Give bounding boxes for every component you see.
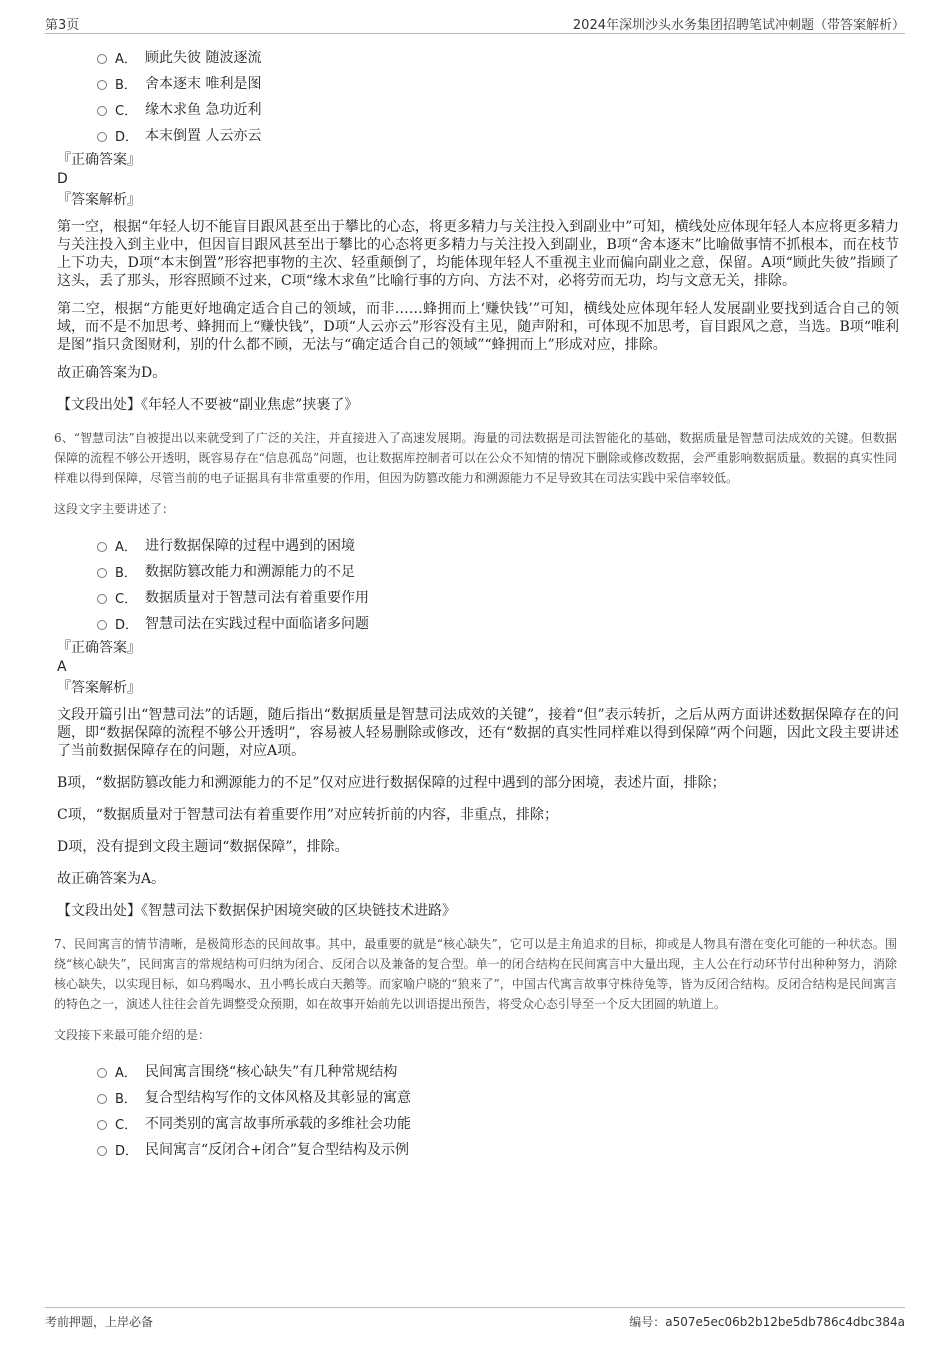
radio-icon[interactable] [97,106,107,116]
q6-conclusion: 故正确答案为A。 [57,871,166,887]
radio-icon[interactable] [97,620,107,630]
q6-correct-label: 『正确答案』 [57,640,141,656]
radio-icon[interactable] [97,1146,107,1156]
q7-option-c[interactable]: C． 不同类别的寓言故事所承载的多维社会功能 [97,1110,905,1136]
page-content [45,44,905,1162]
q6-correct-answer: A [57,659,67,675]
q7-option-b[interactable]: B． 复合型结构写作的文体风格及其彰显的寓意 [97,1084,905,1110]
radio-icon[interactable] [97,80,107,90]
q6-question: 6、“智慧司法”自被提出以来就受到了广泛的关注，并直接进入了高速发展期。海量的司法数据是司法智能化的基础，数据质量是智慧司法成效的关键。但数据保障的流程不够公开透明，既容易存在“信息孤岛”问题，也让数据库控制者可以在公众不知情的情况下删除或修改数据，会严重影响数据质量。数据的真实性同样难以得到保障，尽管当前的电子证据具有非常重要的作用，但因为防篡改能力和溯源能力不足导致其在司法实践中采信率较低。 [54,431,897,485]
q7-option-d[interactable]: D． 民间寓言“反闭合+闭合”复合型结构及示例 [97,1136,905,1162]
q5-option-c[interactable]: C． 缘木求鱼 急功近利 [97,96,905,122]
document-title: 2024年深圳沙头水务集团招聘笔试冲刺题（带答案解析） [572,18,905,33]
q5-analysis-paragraph: 第二空，根据“方能更好地确定适合自己的领域，而非……蜂拥而上‘赚快钱’”可知，横线处应体现年轻人发展副业要找到适合自己的领域，而不是不加思考、蜂拥而上“赚快钱”，D项“人云亦云”形容没有主见，随声附和，可体现不加思考，盲目跟风之意，当选。B项“唯利是图”指只贪图财利，别的什么都不顾，无法与“确定适合自己的领域”“蜂拥而上”形成对应，排除。 [57,301,899,353]
radio-icon[interactable] [97,1068,107,1078]
footer-divider [45,1307,905,1308]
q7-prompt: 文段接下来最可能介绍的是： [54,1028,211,1042]
q6-option-d[interactable]: D． 智慧司法在实践过程中面临诸多问题 [97,610,905,636]
q6-analysis-paragraph: 文段开篇引出“智慧司法”的话题，随后指出“数据质量是智慧司法成效的关键”，接着“但”表示转折，之后从两方面讲述数据保障存在的问题，即“数据保障的流程不够公开透明”，容易被人轻易删除或修改，还有“数据的真实性同样难以得到保障”两个问题，因此文段主要讲述了当前数据保障存在的问题，对应A项。 [57,707,899,759]
q6-source: 【文段出处】《智慧司法下数据保护困境突破的区块链技术进路》 [57,903,456,919]
q5-analysis-label: 『答案解析』 [57,192,141,208]
q5-source: 【文段出处】《年轻人不要被“副业焦虑”挟裹了》 [57,397,359,413]
footer-slogan: 考前押题，上岸必备 [45,1315,154,1329]
radio-icon[interactable] [97,1120,107,1130]
q6-option-c[interactable]: C． 数据质量对于智慧司法有着重要作用 [97,584,905,610]
header-divider [45,33,905,34]
radio-icon[interactable] [97,54,107,64]
q6-options [97,532,905,636]
q5-option-a[interactable]: A． 顾此失彼 随波逐流 [97,44,905,70]
radio-icon[interactable] [97,1094,107,1104]
q6-analysis-paragraph: C项，“数据质量对于智慧司法有着重要作用”对应转折前的内容，非重点，排除； [57,807,559,823]
q6-prompt: 这段文字主要讲述了： [54,502,175,516]
q6-analysis-paragraph: B项，“数据防篡改能力和溯源能力的不足”仅对应进行数据保障的过程中遇到的部分困境，表述片面，排除； [57,775,726,791]
q5-analysis-paragraph: 第一空，根据“年轻人切不能盲目跟风甚至出于攀比的心态，将更多精力与关注投入到副业中”可知，横线处应体现年轻人本应将更多精力与关注投入到主业中，但因盲目跟风甚至出于攀比的心态将更多精力与关注投入到副业，B项“舍本逐末”比喻做事情不抓根本，而在枝节上下功夫，D项“本末倒置”形容把事物的主次、轻重颠倒了，均能体现年轻人不重视主业而偏向副业之意，保留。A项“顾此失彼”指顾了这头，丢了那头，形容照顾不过来，C项“缘木求鱼”比喻行事的方向、方法不对，必将劳而无功，均与文意无关，排除。 [57,219,899,289]
q5-correct-label: 『正确答案』 [57,152,141,168]
q5-option-b[interactable]: B． 舍本逐末 唯利是图 [97,70,905,96]
radio-icon[interactable] [97,568,107,578]
radio-icon[interactable] [97,594,107,604]
q6-analysis-label: 『答案解析』 [57,680,141,696]
page-number: 第3页 [45,18,80,33]
radio-icon[interactable] [97,132,107,142]
radio-icon[interactable] [97,542,107,552]
q5-conclusion: 故正确答案为D。 [57,365,167,381]
q6-analysis-paragraph: D项，没有提到文段主题词“数据保障”，排除。 [57,839,349,855]
q6-option-b[interactable]: B． 数据防篡改能力和溯源能力的不足 [97,558,905,584]
q7-option-a[interactable]: A． 民间寓言围绕“核心缺失”有几种常规结构 [97,1058,905,1084]
document-code: 编号：a507e5ec06b2b12be5db786c4dbc384a [629,1315,905,1329]
q5-options [97,44,905,148]
q7-question: 7、民间寓言的情节清晰，是极简形态的民间故事。其中，最重要的就是“核心缺失”，它可以是主角追求的目标，抑或是人物具有潜在变化可能的一种状态。围绕“核心缺失”，民间寓言的常规结构可归纳为闭合、反闭合以及兼备的复合型。单一的闭合结构在民间寓言中大量出现，主人公在行动环节付出种种努力，消除核心缺失，以实现目标，如乌鸦喝水、丑小鸭长成白天鹅等。而家喻户晓的“狼来了”，中国古代寓言故事守株待兔等，皆为反闭合结构。反闭合结构是民间寓言的特色之一，演述人往往会首先调整受众预期，如在故事开始前先以训语提出预告，将受众心态引导至一个反大团圆的轨道上。 [54,937,897,1011]
q7-options [97,1058,905,1162]
q5-option-d[interactable]: D． 本末倒置 人云亦云 [97,122,905,148]
q6-option-a[interactable]: A． 进行数据保障的过程中遇到的困境 [97,532,905,558]
q5-correct-answer: D [57,171,68,187]
